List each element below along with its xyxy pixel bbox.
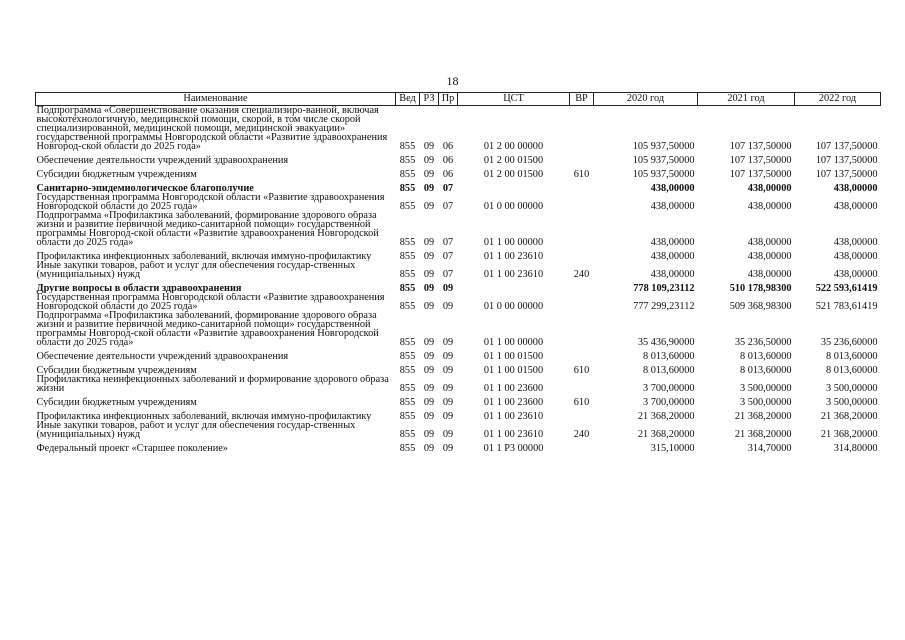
table-row bbox=[36, 279, 881, 293]
row-cst: 01 1 00 01500 bbox=[483, 351, 544, 362]
row-name: Обеспечение деятельности учреждений здравоохранения bbox=[36, 351, 289, 361]
row-pr: 09 bbox=[442, 351, 454, 362]
header-rz: РЗ bbox=[420, 93, 439, 106]
row-name: Субсидии бюджетным учреждениям bbox=[36, 169, 197, 179]
row-name: Подпрограмма «Совершенствование оказания специализиро-ванной, включая высокотехнологичную, медицинской помощи, скорой, в том числе скорой специализированной, медицинской помощи, медицинской эвакуации» государственной программы Новгородской области «Развитие здравоохранения Новгород-ской области до 2025 года» bbox=[36, 105, 388, 151]
row-rz: 09 bbox=[423, 383, 435, 394]
row-vr bbox=[570, 293, 594, 311]
row-cst: 01 1 P3 00000 bbox=[483, 443, 544, 454]
row-rz: 09 bbox=[423, 301, 435, 312]
row-vr bbox=[570, 193, 594, 211]
row-amount-2021: 21 368,20000 bbox=[734, 411, 792, 422]
row-amount-2021: 107 137,50000 bbox=[729, 155, 792, 166]
row-amount-2021: 21 368,20000 bbox=[734, 429, 792, 440]
row-amount-2020: 8 013,60000 bbox=[643, 351, 695, 362]
row-rz: 09 bbox=[423, 269, 435, 280]
row-rz: 09 bbox=[423, 429, 435, 440]
row-amount-2022: 521 783,61419 bbox=[815, 301, 878, 312]
row-vr bbox=[570, 347, 594, 361]
row-amount-2020: 21 368,20000 bbox=[637, 429, 695, 440]
row-amount-2022: 8 013,60000 bbox=[826, 351, 878, 362]
table-row bbox=[36, 179, 881, 193]
row-cst: 01 1 00 23600 bbox=[483, 397, 544, 408]
table-row bbox=[36, 247, 881, 261]
row-amount-2022: 438,00000 bbox=[833, 183, 878, 194]
header-pr: Пр bbox=[439, 93, 458, 106]
row-pr: 07 bbox=[442, 201, 454, 212]
row-ved: 855 bbox=[399, 155, 416, 166]
row-vr: 610 bbox=[573, 365, 590, 376]
row-amount-2022: 21 368,20000 bbox=[820, 411, 878, 422]
table-row bbox=[36, 211, 881, 247]
row-amount-2021: 438,00000 bbox=[747, 269, 792, 280]
budget-table bbox=[35, 92, 881, 453]
table-row bbox=[36, 393, 881, 407]
row-vr: 240 bbox=[573, 429, 590, 440]
row-amount-2020: 3 700,00000 bbox=[643, 383, 695, 394]
row-rz: 09 bbox=[423, 283, 435, 294]
row-amount-2020: 8 013,60000 bbox=[643, 365, 695, 376]
row-amount-2021: 314,70000 bbox=[747, 443, 792, 454]
row-pr: 06 bbox=[442, 141, 454, 152]
row-cst: 01 1 00 23610 bbox=[483, 429, 544, 440]
row-amount-2020: 438,00000 bbox=[650, 251, 695, 262]
row-rz: 09 bbox=[423, 351, 435, 362]
table-row bbox=[36, 361, 881, 375]
row-rz: 09 bbox=[423, 443, 435, 454]
row-amount-2022: 438,00000 bbox=[833, 237, 878, 248]
row-amount-2021: 438,00000 bbox=[747, 251, 792, 262]
row-pr: 07 bbox=[442, 183, 454, 194]
row-amount-2020: 438,00000 bbox=[650, 269, 695, 280]
row-ved: 855 bbox=[399, 411, 416, 422]
row-amount-2020: 105 937,50000 bbox=[632, 169, 695, 180]
row-name: Подпрограмма «Профилактика заболеваний, формирование здорового образа жизни и развитие первичной медико-санитарной помощи» государственной программы Новгород-ской области «Развитие здравоохранения Новгородской области до 2025 года» bbox=[36, 211, 379, 247]
row-cst: 01 2 00 00000 bbox=[483, 141, 544, 152]
row-rz: 09 bbox=[423, 201, 435, 212]
row-pr: 07 bbox=[442, 269, 454, 280]
row-vr bbox=[570, 375, 594, 393]
row-vr bbox=[570, 211, 594, 247]
row-vr bbox=[570, 279, 594, 293]
row-ved: 855 bbox=[399, 397, 416, 408]
row-amount-2021: 8 013,60000 bbox=[740, 351, 792, 362]
row-rz: 09 bbox=[423, 411, 435, 422]
row-amount-2022: 522 593,61419 bbox=[815, 283, 878, 294]
row-amount-2021: 438,00000 bbox=[747, 183, 792, 194]
row-cst: 01 1 00 01500 bbox=[483, 365, 544, 376]
row-amount-2022: 107 137,50000 bbox=[815, 169, 878, 180]
row-amount-2022: 3 500,00000 bbox=[826, 397, 878, 408]
row-vr bbox=[570, 439, 594, 453]
row-amount-2020: 21 368,20000 bbox=[637, 411, 695, 422]
row-amount-2021: 107 137,50000 bbox=[729, 169, 792, 180]
row-pr: 09 bbox=[442, 397, 454, 408]
row-rz: 09 bbox=[423, 155, 435, 166]
row-ved: 855 bbox=[399, 237, 416, 248]
row-amount-2020: 105 937,50000 bbox=[632, 155, 695, 166]
row-amount-2020: 438,00000 bbox=[650, 237, 695, 248]
row-name: Профилактика инфекционных заболеваний, включая иммуно-профилактику bbox=[36, 251, 372, 261]
row-name: Субсидии бюджетным учреждениям bbox=[36, 365, 197, 375]
row-cst: 01 2 00 01500 bbox=[483, 155, 544, 166]
table-row bbox=[36, 106, 881, 152]
row-amount-2020: 315,10000 bbox=[650, 443, 695, 454]
row-cst: 01 0 00 00000 bbox=[483, 301, 544, 312]
table-row bbox=[36, 347, 881, 361]
row-amount-2021: 3 500,00000 bbox=[740, 397, 792, 408]
row-pr: 09 bbox=[442, 365, 454, 376]
row-vr bbox=[570, 247, 594, 261]
row-cst: 01 0 00 00000 bbox=[483, 201, 544, 212]
row-cst: 01 1 00 23610 bbox=[483, 411, 544, 422]
row-amount-2022: 314,80000 bbox=[833, 443, 878, 454]
row-ved: 855 bbox=[399, 383, 416, 394]
row-amount-2022: 8 013,60000 bbox=[826, 365, 878, 376]
row-name: Федеральный проект «Старшее поколение» bbox=[36, 443, 228, 453]
row-pr: 09 bbox=[442, 429, 454, 440]
row-pr: 09 bbox=[442, 337, 454, 348]
row-name: Санитарно-эпидемиологическое благополучие bbox=[36, 183, 254, 193]
row-cst: 01 1 00 00000 bbox=[483, 237, 544, 248]
row-vr bbox=[570, 179, 594, 193]
table-row bbox=[36, 375, 881, 393]
row-cst: 01 1 00 23600 bbox=[483, 383, 544, 394]
row-name: Подпрограмма «Профилактика заболеваний, формирование здорового образа жизни и развитие первичной медико-санитарной помощи» государственной программы Новгород-ской области «Развитие здравоохранения Новгородской области до 2025 года» bbox=[36, 311, 379, 347]
row-amount-2020: 438,00000 bbox=[650, 201, 695, 212]
row-rz: 09 bbox=[423, 183, 435, 194]
table-row bbox=[36, 261, 881, 279]
row-name: Государственная программа Новгородской области «Развитие здравоохранения Новгородской области до 2025 года» bbox=[36, 293, 385, 311]
row-ved: 855 bbox=[399, 365, 416, 376]
row-vr bbox=[570, 151, 594, 165]
table-row bbox=[36, 311, 881, 347]
row-cst: 01 1 00 00000 bbox=[483, 337, 544, 348]
header-vr: ВР bbox=[570, 93, 594, 106]
row-amount-2021: 509 368,98300 bbox=[729, 301, 792, 312]
row-amount-2021: 35 236,50000 bbox=[734, 337, 792, 348]
row-amount-2021: 438,00000 bbox=[747, 237, 792, 248]
row-pr: 07 bbox=[442, 251, 454, 262]
row-ved: 855 bbox=[399, 351, 416, 362]
row-amount-2022: 35 236,60000 bbox=[820, 337, 878, 348]
table-row bbox=[36, 407, 881, 421]
row-amount-2022: 438,00000 bbox=[833, 251, 878, 262]
row-name: Субсидии бюджетным учреждениям bbox=[36, 397, 197, 407]
row-amount-2022: 438,00000 bbox=[833, 269, 878, 280]
row-vr: 610 bbox=[573, 169, 590, 180]
row-amount-2020: 777 299,23112 bbox=[633, 301, 695, 312]
table-row bbox=[36, 439, 881, 453]
table-row bbox=[36, 421, 881, 439]
row-amount-2021: 3 500,00000 bbox=[740, 383, 792, 394]
row-amount-2022: 21 368,20000 bbox=[820, 429, 878, 440]
row-name: Профилактика инфекционных заболеваний, включая иммуно-профилактику bbox=[36, 411, 372, 421]
table-row bbox=[36, 193, 881, 211]
row-amount-2020: 35 436,90000 bbox=[637, 337, 695, 348]
header-2020: 2020 год bbox=[594, 93, 698, 106]
row-name: Иные закупки товаров, работ и услуг для обеспечения государ-ственных (муниципальных) нужд bbox=[36, 421, 356, 439]
header-cst: ЦСТ bbox=[458, 93, 570, 106]
table-header-row bbox=[36, 93, 881, 106]
row-ved: 855 bbox=[399, 301, 416, 312]
row-cst bbox=[458, 279, 570, 293]
page-number: 18 bbox=[446, 74, 459, 88]
table-row bbox=[36, 293, 881, 311]
row-ved: 855 bbox=[399, 169, 416, 180]
row-amount-2021: 510 178,98300 bbox=[729, 283, 792, 294]
row-ved: 855 bbox=[399, 337, 416, 348]
row-rz: 09 bbox=[423, 237, 435, 248]
table-row bbox=[36, 165, 881, 179]
row-rz: 09 bbox=[423, 365, 435, 376]
row-rz: 09 bbox=[423, 141, 435, 152]
row-name: Другие вопросы в области здравоохранения bbox=[36, 283, 242, 293]
row-ved: 855 bbox=[399, 183, 416, 194]
row-pr: 06 bbox=[442, 169, 454, 180]
row-amount-2021: 438,00000 bbox=[747, 201, 792, 212]
row-cst: 01 2 00 01500 bbox=[483, 169, 544, 180]
row-name: Государственная программа Новгородской области «Развитие здравоохранения Новгородской области до 2025 года» bbox=[36, 193, 385, 211]
row-amount-2020: 778 109,23112 bbox=[633, 283, 695, 294]
row-cst: 01 1 00 23610 bbox=[483, 269, 544, 280]
row-ved: 855 bbox=[399, 201, 416, 212]
row-vr: 610 bbox=[573, 397, 590, 408]
table-row bbox=[36, 151, 881, 165]
row-vr bbox=[570, 407, 594, 421]
row-ved: 855 bbox=[399, 251, 416, 262]
header-name: Наименование bbox=[36, 93, 396, 106]
row-ved: 855 bbox=[399, 269, 416, 280]
row-pr: 07 bbox=[442, 237, 454, 248]
row-amount-2022: 107 137,50000 bbox=[815, 141, 878, 152]
row-rz: 09 bbox=[423, 251, 435, 262]
row-name: Обеспечение деятельности учреждений здравоохранения bbox=[36, 155, 289, 165]
row-vr: 240 bbox=[573, 269, 590, 280]
row-pr: 09 bbox=[442, 383, 454, 394]
row-amount-2021: 107 137,50000 bbox=[729, 141, 792, 152]
row-pr: 09 bbox=[442, 443, 454, 454]
row-name: Профилактика неинфекционных заболеваний и формирование здорового образа жизни bbox=[36, 375, 389, 393]
row-ved: 855 bbox=[399, 443, 416, 454]
row-rz: 09 bbox=[423, 337, 435, 348]
row-amount-2020: 105 937,50000 bbox=[632, 141, 695, 152]
header-ved: Вед bbox=[396, 93, 420, 106]
row-pr: 09 bbox=[442, 411, 454, 422]
row-rz: 09 bbox=[423, 397, 435, 408]
row-amount-2021: 8 013,60000 bbox=[740, 365, 792, 376]
header-2021: 2021 год bbox=[698, 93, 795, 106]
row-ved: 855 bbox=[399, 283, 416, 294]
row-name: Иные закупки товаров, работ и услуг для обеспечения государ-ственных (муниципальных) нужд bbox=[36, 261, 356, 279]
row-ved: 855 bbox=[399, 141, 416, 152]
row-pr: 06 bbox=[442, 155, 454, 166]
header-2022: 2022 год bbox=[795, 93, 881, 106]
row-amount-2022: 107 137,50000 bbox=[815, 155, 878, 166]
row-amount-2020: 3 700,00000 bbox=[643, 397, 695, 408]
row-amount-2020: 438,00000 bbox=[650, 183, 695, 194]
row-vr bbox=[570, 106, 594, 152]
row-cst: 01 1 00 23610 bbox=[483, 251, 544, 262]
row-pr: 09 bbox=[442, 283, 454, 294]
row-cst bbox=[458, 179, 570, 193]
row-rz: 09 bbox=[423, 169, 435, 180]
row-amount-2022: 438,00000 bbox=[833, 201, 878, 212]
row-vr bbox=[570, 311, 594, 347]
row-pr: 09 bbox=[442, 301, 454, 312]
row-ved: 855 bbox=[399, 429, 416, 440]
row-amount-2022: 3 500,00000 bbox=[826, 383, 878, 394]
